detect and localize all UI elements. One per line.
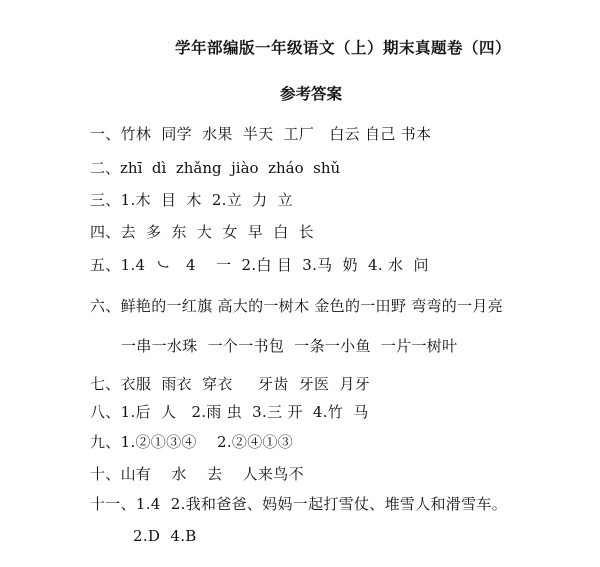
answer-line-2: 二、zhī dì zhǎng jiào zháo shǔ xyxy=(90,159,341,177)
answer-key-heading: 参考答案 xyxy=(280,84,343,103)
answer-line-9: 九、1.②①③④ 2.②④①③ xyxy=(90,433,294,451)
answer-line-4: 四、去 多 东 大 女 早 白 长 xyxy=(90,223,314,241)
document-title: 学年部编版一年级语文（上）期末真题卷（四） xyxy=(175,38,512,57)
answer-line-1: 一、竹林 同学 水果 半天 工厂 白云 自己 书本 xyxy=(90,125,432,143)
answer-line-5: 五、1.4 ㇃ 4 一 2.白 目 3.马 奶 4. 水 问 xyxy=(90,256,429,274)
answer-line-7: 七、衣服 雨衣 穿衣 牙齿 牙医 月牙 xyxy=(90,375,371,393)
answer-line-6: 六、鲜艳的一红旗 高大的一树木 金色的一田野 弯弯的一月亮 xyxy=(90,297,504,315)
answer-line-3: 三、1.木 目 木 2.立 力 立 xyxy=(90,191,293,209)
answer-line-11b: 2.D 4.B xyxy=(133,527,197,545)
answer-line-11: 十一、1.4 2.我和爸爸、妈妈一起打雪仗、堆雪人和滑雪车。 xyxy=(90,495,508,513)
answer-line-6b: 一串一水珠 一个一书包 一条一小鱼 一片一树叶 xyxy=(121,337,458,355)
answer-line-10: 十、山有 水 去 人来鸟不 xyxy=(90,465,304,483)
answer-line-8: 八、1.后 人 2.雨 虫 3.三 开 4.竹 马 xyxy=(90,403,369,421)
